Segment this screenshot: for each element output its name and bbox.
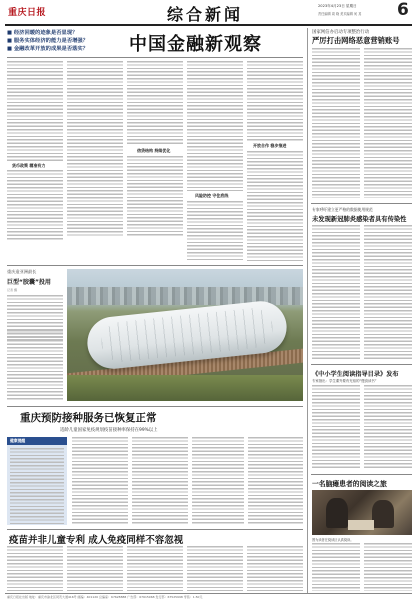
lead-column-4b <box>187 201 243 261</box>
right-top-body-1 <box>312 48 360 198</box>
paper-name-logo: 重庆日报 <box>8 8 47 18</box>
bottom-body-2 <box>67 546 123 591</box>
masthead <box>0 0 417 25</box>
vaccine-sidebar-label: 健康提醒 <box>7 437 67 445</box>
right-reading-body-1 <box>312 385 360 470</box>
bottom-body-3 <box>127 546 183 591</box>
vaccine-sidebar <box>7 437 67 525</box>
lead-subhead-3: 风险防控 守住底线 <box>195 193 229 198</box>
editor-line: 责任编辑 周 晓 美术编辑 何 其 <box>318 12 362 16</box>
reader-headline: 一名脑瘫患者的阅读之旅 <box>312 480 387 488</box>
reader-photo-book <box>348 520 374 530</box>
teaser-item: ■ 服务实体经济的能力是否增强？ <box>7 38 89 44</box>
vaccine-body-2 <box>132 437 188 525</box>
photo-top-rule <box>7 265 303 266</box>
right-mid-kicker: 专家呼吁建立更严格的数据使用规范 <box>312 207 373 212</box>
lead-subhead-4: 开放合作 稳步推进 <box>253 143 287 148</box>
reader-photo-figure <box>372 500 394 528</box>
bottom-body-1 <box>7 546 63 591</box>
vaccine-subhead: 适龄儿童国家免疫规划疫苗接种率保持在99%以上 <box>60 428 158 433</box>
lead-column-1b <box>7 170 63 240</box>
photo-field <box>67 375 303 401</box>
section-title: 综合新闻 <box>166 5 243 24</box>
right-mid-rule <box>311 364 412 365</box>
vaccine-top-rule <box>7 406 303 407</box>
footer-text: 重庆日报社出版 地址：重庆市渝北区同茂大道416号 邮编：401120 总编室：67628888 广告部：67615968 发行部：67525998 零售：1.50元 <box>7 594 203 599</box>
vaccine-body-1 <box>72 437 128 525</box>
lead-column-3 <box>127 61 183 146</box>
reader-body-2 <box>364 543 412 591</box>
photo-side-body <box>7 330 63 400</box>
lead-column-4 <box>187 61 243 191</box>
column-divider <box>307 28 308 593</box>
lead-subhead-1: 货币政策 精准有力 <box>12 163 46 168</box>
right-reading-headline: 《中小学生阅读指导目录》发布 <box>312 371 399 378</box>
teaser-item: ■ 金融改革开放的成果是否落实？ <box>7 46 89 52</box>
lead-column-5 <box>247 61 303 141</box>
page-number: 6 <box>397 0 409 20</box>
reader-body-1 <box>312 543 360 591</box>
vaccine-headline: 重庆预防接种服务已恢复正常 <box>20 412 157 424</box>
bottom-headline: 疫苗并非儿童专利 成人免疫同样不容忽视 <box>9 535 184 546</box>
lead-headline: 中国金融新观察 <box>129 34 262 55</box>
photo-caption-line: 重庆造亚洲最长 <box>7 269 37 274</box>
lead-column-2 <box>67 61 123 236</box>
right-reading-rule <box>311 474 412 475</box>
right-top-body-2 <box>364 48 412 198</box>
lead-headline-rule <box>7 57 303 58</box>
vaccine-sidebar-body <box>10 448 64 526</box>
aerial-photo <box>67 269 303 401</box>
bottom-body-4 <box>187 546 243 591</box>
right-mid-body-1 <box>312 225 360 360</box>
reader-photo <box>312 490 412 535</box>
masthead-rule <box>5 24 412 26</box>
right-mid-body-2 <box>364 225 412 360</box>
reader-photo-figure <box>326 498 348 528</box>
bottom-top-rule <box>7 529 303 530</box>
right-reading-body-2 <box>364 385 412 470</box>
photo-credit: 记者 摄 <box>7 288 17 292</box>
right-top-headline: 严厉打击网络恶意营销账号 <box>312 36 400 45</box>
lead-subhead-2: 信贷结构 持续优化 <box>137 148 171 153</box>
reader-caption: 图为读者在阅读区认真阅读。 <box>312 538 354 542</box>
photo-caption-line: 巨型“胶囊”投用 <box>7 279 51 286</box>
bottom-body-5 <box>247 546 303 591</box>
right-reading-subhead: 专家指出：学生课外要有充裕的“慢食读书” <box>312 379 377 383</box>
date-line: 2023年4月23日 星期日 <box>318 4 357 8</box>
lead-column-1 <box>7 61 63 161</box>
teaser-item: ■ 经济回暖的迹象是否显现？ <box>7 30 78 36</box>
lead-column-5b <box>247 151 303 261</box>
vaccine-body-3 <box>192 437 244 525</box>
vaccine-body-4 <box>248 437 303 525</box>
lead-column-3b <box>127 156 183 236</box>
right-top-kicker: 国家网信办启动专项整治行动 <box>312 30 370 35</box>
right-mid-headline: 未发现新冠肺炎感染者具有传染性 <box>312 216 407 223</box>
right-top-rule <box>311 203 412 204</box>
lead-teasers <box>7 29 125 53</box>
